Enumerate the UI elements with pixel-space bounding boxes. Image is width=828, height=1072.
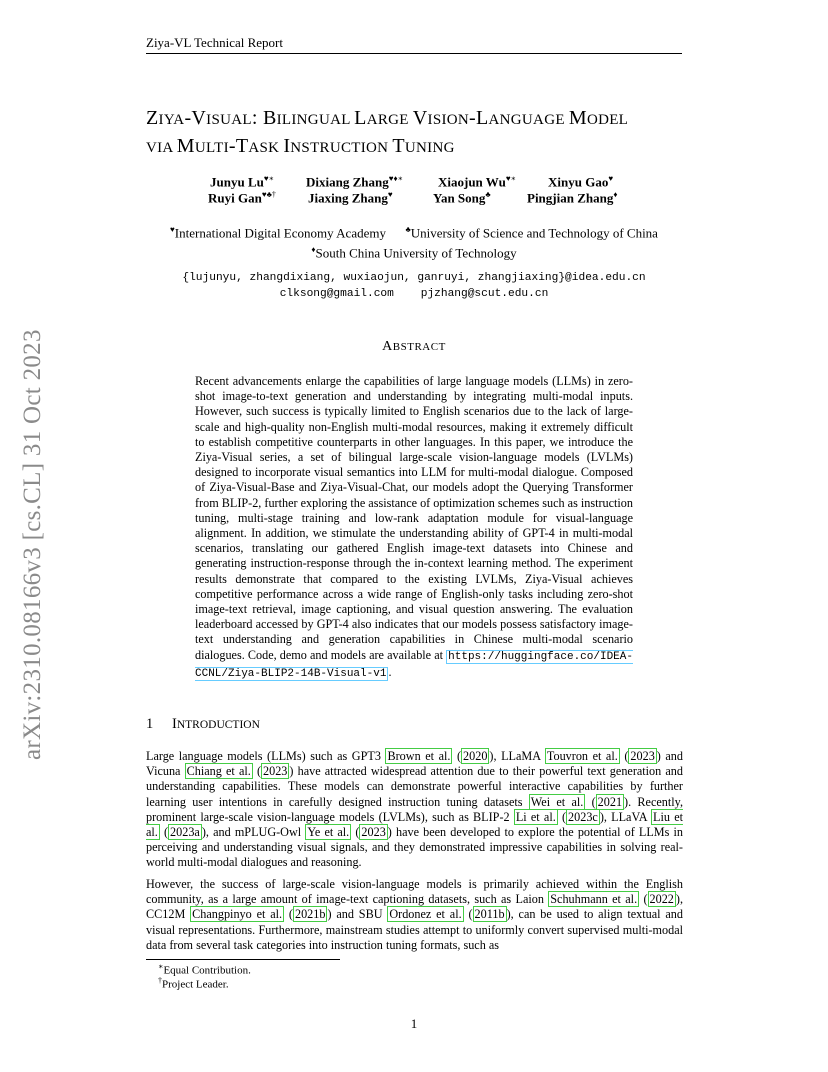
citation-link[interactable]: 2021 — [597, 794, 623, 809]
author-row-2 — [170, 190, 690, 206]
title-segment: ISION — [427, 112, 470, 128]
email-zhang: pjzhang@scut.edu.cn — [420, 288, 549, 300]
paragraph-text: ( — [463, 907, 473, 922]
title-segment: -V — [184, 107, 207, 129]
author-affiliation-marks: ♥♦∗ — [388, 174, 404, 183]
title-segment: Z — [146, 107, 159, 129]
author-row-1 — [170, 174, 690, 190]
abstract-heading — [146, 339, 682, 355]
author-name-text: Xinyu Gao — [548, 174, 609, 190]
citation-link[interactable]: Brown et al. — [387, 749, 451, 763]
footnote-mark: ∗ — [158, 962, 164, 971]
paragraph-text: ), LLaMA — [489, 749, 545, 763]
citation-link[interactable]: Changpinyo et al. — [192, 907, 283, 922]
affiliation-3: South China University of Technology — [315, 245, 517, 261]
citation-link[interactable]: Touvron et al. — [546, 749, 618, 763]
footnote-2 — [158, 976, 229, 991]
section-title-rest: NTRODUCTION — [176, 719, 260, 731]
author-name — [208, 190, 276, 206]
footnote-text: Project Leader. — [162, 978, 229, 991]
intro-paragraph-2 — [146, 877, 683, 953]
email-block — [146, 270, 682, 302]
citation-link[interactable]: 2022 — [649, 892, 674, 907]
paragraph-text: ) and SBU — [327, 907, 388, 922]
title-segment: T — [392, 135, 405, 157]
citation-link[interactable]: 2011b — [474, 907, 505, 922]
section-number: 1 — [146, 716, 154, 732]
affiliations — [146, 221, 682, 262]
paragraph-text: ), and mPLUG-Owl — [201, 825, 306, 840]
email-line-1: {lujunyu, zhangdixiang, wuxiaojun, ganruyi, zhangjiaxing}@idea.edu.cn — [182, 272, 646, 284]
paragraph-text: Large language models (LLMs) such as GPT3 — [146, 749, 386, 763]
author-name — [306, 174, 403, 190]
title-segment: UNING — [404, 140, 455, 156]
title-segment: VIA — [146, 140, 177, 156]
author-affiliation-marks: ♥♣† — [261, 190, 276, 199]
title-segment: : B — [251, 107, 277, 129]
citation-link[interactable]: 2023 — [263, 764, 288, 779]
title-segment: L — [354, 107, 367, 129]
author-name-text: Ruyi Gan — [208, 190, 262, 206]
abstract-heading-initial: A — [382, 339, 393, 354]
citation-link[interactable]: Li et al. — [515, 809, 556, 824]
page-number: 1 — [410, 1016, 418, 1031]
title-segment: ANGUAGE — [488, 112, 569, 128]
citation-link[interactable]: Wei et al. — [530, 794, 584, 809]
author-affiliation-marks: ♥ — [608, 174, 614, 183]
arxiv-stamp: arXiv:2310.08166v3 [cs.CL] 31 Oct 2023 — [19, 329, 46, 760]
paragraph-text: ( — [284, 907, 293, 922]
citation-link[interactable]: Chiang et al. — [186, 764, 251, 779]
section-heading-introduction — [146, 716, 260, 733]
citation-link[interactable]: Ye et al. — [307, 825, 350, 840]
author-name-text: Dixiang Zhang — [306, 174, 389, 190]
paragraph-text: ( — [557, 809, 567, 824]
title-segment: ULTI — [194, 140, 229, 156]
author-name — [548, 174, 613, 190]
affiliation-mark: ♥ — [170, 225, 175, 234]
paragraph-text: ) have been developed to explore the potential of LLMs in perceiving and understanding visual signals, and they demonstrated impressive capabilities in solving real-world multi-modal dialogues and reasoning. — [146, 825, 683, 870]
citation-link[interactable]: Schuhmann et al. — [550, 892, 638, 907]
affiliation-mark: ♦ — [311, 245, 316, 255]
paragraph-text: ( — [585, 794, 596, 809]
title-segment: M — [568, 107, 587, 129]
footnote-mark: † — [158, 976, 162, 985]
citation-link[interactable]: 2023 — [630, 749, 655, 763]
title-segment: IYA — [158, 112, 185, 128]
author-name — [438, 174, 516, 190]
paragraph-text: ( — [351, 825, 360, 840]
author-name-text: Jiaxing Zhang — [308, 190, 388, 206]
running-header: Ziya-VL Technical Report — [146, 35, 283, 50]
paper-title — [146, 105, 686, 161]
footnote-text: Equal Contribution. — [163, 964, 251, 977]
title-segment: V — [412, 107, 428, 129]
author-block — [170, 174, 690, 206]
abstract-text: Recent advancements enlarge the capabilities of large language models (LLMs) in zero-shot image-to-text generation and understanding by integrating multi-modal inputs. However, such success is typically limited to English scenarios due to the lack of large-scale and high-quality non-English multi-modal resources, making it extremely difficult to establish competitive counterparts in other languages. In this paper, we introduce the Ziya-Visual series, a set of bilingual large-scale vision-language models (LVLMs) designed to incorporate visual semantics into LLM for multi-modal dialogue. Composed of Ziya-Visual-Base and Ziya-Visual-Chat, our models adopt the Querying Transformer from BLIP-2, further exploring the assistance of optimization schemes such as instruction tuning, multi-stage training and low-rank adaptation module for visual-language alignment. In addition, we stimulate the understanding ability of GPT-4 in multi-modal scenarios, translating our gathered English image-text datasets into Chinese and generating instruction-response through the in-context learning method. The experiment results demonstrate that compared to the existing LVLMs, Ziya-Visual achieves competitive performance across a wide range of English-only tasks including zero-shot image-text retrieval, image captioning, and visual question answering. The evaluation leaderboard accessed by GPT-4 also indicates that our models possess satisfactory image-text understanding and generation capabilities in Chinese multi-modal scenario dialogues. Code, demo and models are available at — [195, 374, 633, 662]
paragraph-text: ), can be used to align textual and visual representations. Furthermore, mainstream studies attempt to uniformly convert supervised multi-modal data from several task categories into instruction tuning formats, such as — [146, 907, 683, 952]
author-name-text: Junyu Lu — [210, 174, 264, 190]
title-segment: ISUAL — [206, 112, 252, 128]
paragraph-text: ) have attracted widespread attention due to their powerful text generation and understanding capabilities. These models can demonstrate powerful interactive capabilities by further learning user intentions in carefully designed instruction tuning datasets — [146, 764, 683, 809]
header-rule — [146, 53, 682, 54]
footnote-rule — [146, 959, 340, 960]
author-name-text: Xiaojun Wu — [438, 174, 506, 190]
title-segment: -L — [469, 107, 489, 129]
author-affiliation-marks: ♥∗ — [505, 174, 516, 183]
author-name-text: Yan Song — [433, 190, 486, 206]
email-song: clksong@gmail.com — [279, 288, 394, 300]
paragraph-text: ( — [639, 892, 648, 907]
paragraph-text: ( — [252, 764, 262, 779]
title-segment: -T — [228, 135, 249, 157]
paragraph-text: ( — [452, 749, 462, 763]
title-line-1 — [146, 105, 686, 133]
paragraph-text: ), CC12M — [146, 892, 683, 922]
title-segment: ODEL — [586, 112, 629, 128]
author-affiliation-marks: ♣ — [485, 190, 491, 199]
citation-link[interactable]: Ordonez et al. — [389, 907, 462, 922]
affiliation-1: International Digital Economy Academy — [174, 225, 386, 241]
paragraph-text: However, the success of large-scale vision-language models is primarily achieved within the English community, as a large amount of image-text captioning datasets, such as Laion — [146, 877, 683, 907]
citation-link[interactable]: 2020 — [463, 749, 488, 763]
citation-link[interactable]: Liu et al. — [146, 809, 683, 840]
title-segment: ASK — [248, 140, 284, 156]
title-segment: NSTRUCTION — [290, 140, 393, 156]
title-segment: ILINGUAL — [276, 112, 355, 128]
intro-paragraph-1 — [146, 749, 683, 871]
title-line-2 — [146, 133, 686, 161]
author-name-text: Pingjian Zhang — [527, 190, 614, 206]
title-segment: M — [176, 135, 195, 157]
affiliation-mark: ♣ — [405, 225, 411, 234]
citation-link[interactable]: 2023a — [170, 825, 200, 840]
footnote-1 — [158, 962, 251, 977]
author-name — [527, 190, 617, 206]
author-name — [433, 190, 491, 206]
author-affiliation-marks: ♦ — [613, 190, 618, 199]
model-link[interactable]: https://huggingface.co/IDEA-CCNL/Ziya-BLIP2-14B-Visual-v1 — [195, 650, 633, 680]
title-segment: I — [283, 135, 291, 157]
paragraph-text: ), LLaVA — [599, 809, 652, 824]
author-name — [210, 174, 274, 190]
author-affiliation-marks: ♥∗ — [263, 174, 275, 183]
paragraph-text: ( — [159, 825, 169, 840]
citation-link[interactable]: 2021b — [294, 907, 326, 922]
paragraph-text: ). Recently, prominent large-scale vision-language models (LVLMs), such as BLIP-2 — [146, 794, 683, 824]
paragraph-text: ) and Vicuna — [146, 749, 683, 779]
citation-link[interactable]: 2023c — [568, 809, 598, 824]
abstract-heading-rest: BSTRACT — [392, 341, 446, 353]
citation-link[interactable]: 2023 — [361, 825, 386, 840]
author-name — [308, 190, 393, 206]
section-title-initial: I — [172, 716, 177, 732]
author-affiliation-marks: ♥ — [387, 190, 393, 199]
abstract-body: Recent advancements enlarge the capabilities of large language models (LLMs) in zero-shot image-to-text generation and understanding by integrating multi-modal inputs. However, such success is typically limited to English scenarios due to the lack of large-scale and high-quality non-English multi-modal resources, making it extremely difficult to establish competitive counterparts in other languages. In this paper, we introduce the Ziya-Visual series, a set of bilingual large-scale vision-language models (LVLMs) designed to incorporate visual semantics into LLM for multi-modal dialogue. Composed of Ziya-Visual-Base and Ziya-Visual-Chat, our models adopt the Querying Transformer from BLIP-2, further exploring the assistance of optimization schemes such as instruction tuning, multi-stage training and low-rank adaptation module for visual-language alignment. In addition, we stimulate the understanding ability of GPT-4 in multi-modal scenarios, translating our gathered English image-text datasets into Chinese and generating instruction-response through the in-context learning method. The experiment results demonstrate that compared to the existing LVLMs, Ziya-Visual achieves competitive performance across a wide range of English-only tasks including zero-shot image-text retrieval, image captioning, and visual question answering. The evaluation leaderboard accessed by GPT-4 also indicates that our models possess satisfactory image-text understanding and generation capabilities in Chinese multi-modal scenario dialogues. Code, demo and models are available at https://huggingface.co/IDEA-CCNL/Ziya-BLIP2-14B-Visual-v1 . — [195, 374, 633, 680]
paragraph-text: ( — [619, 749, 629, 763]
affiliation-2: University of Science and Technology of China — [410, 225, 658, 241]
title-segment: ARGE — [366, 112, 413, 128]
